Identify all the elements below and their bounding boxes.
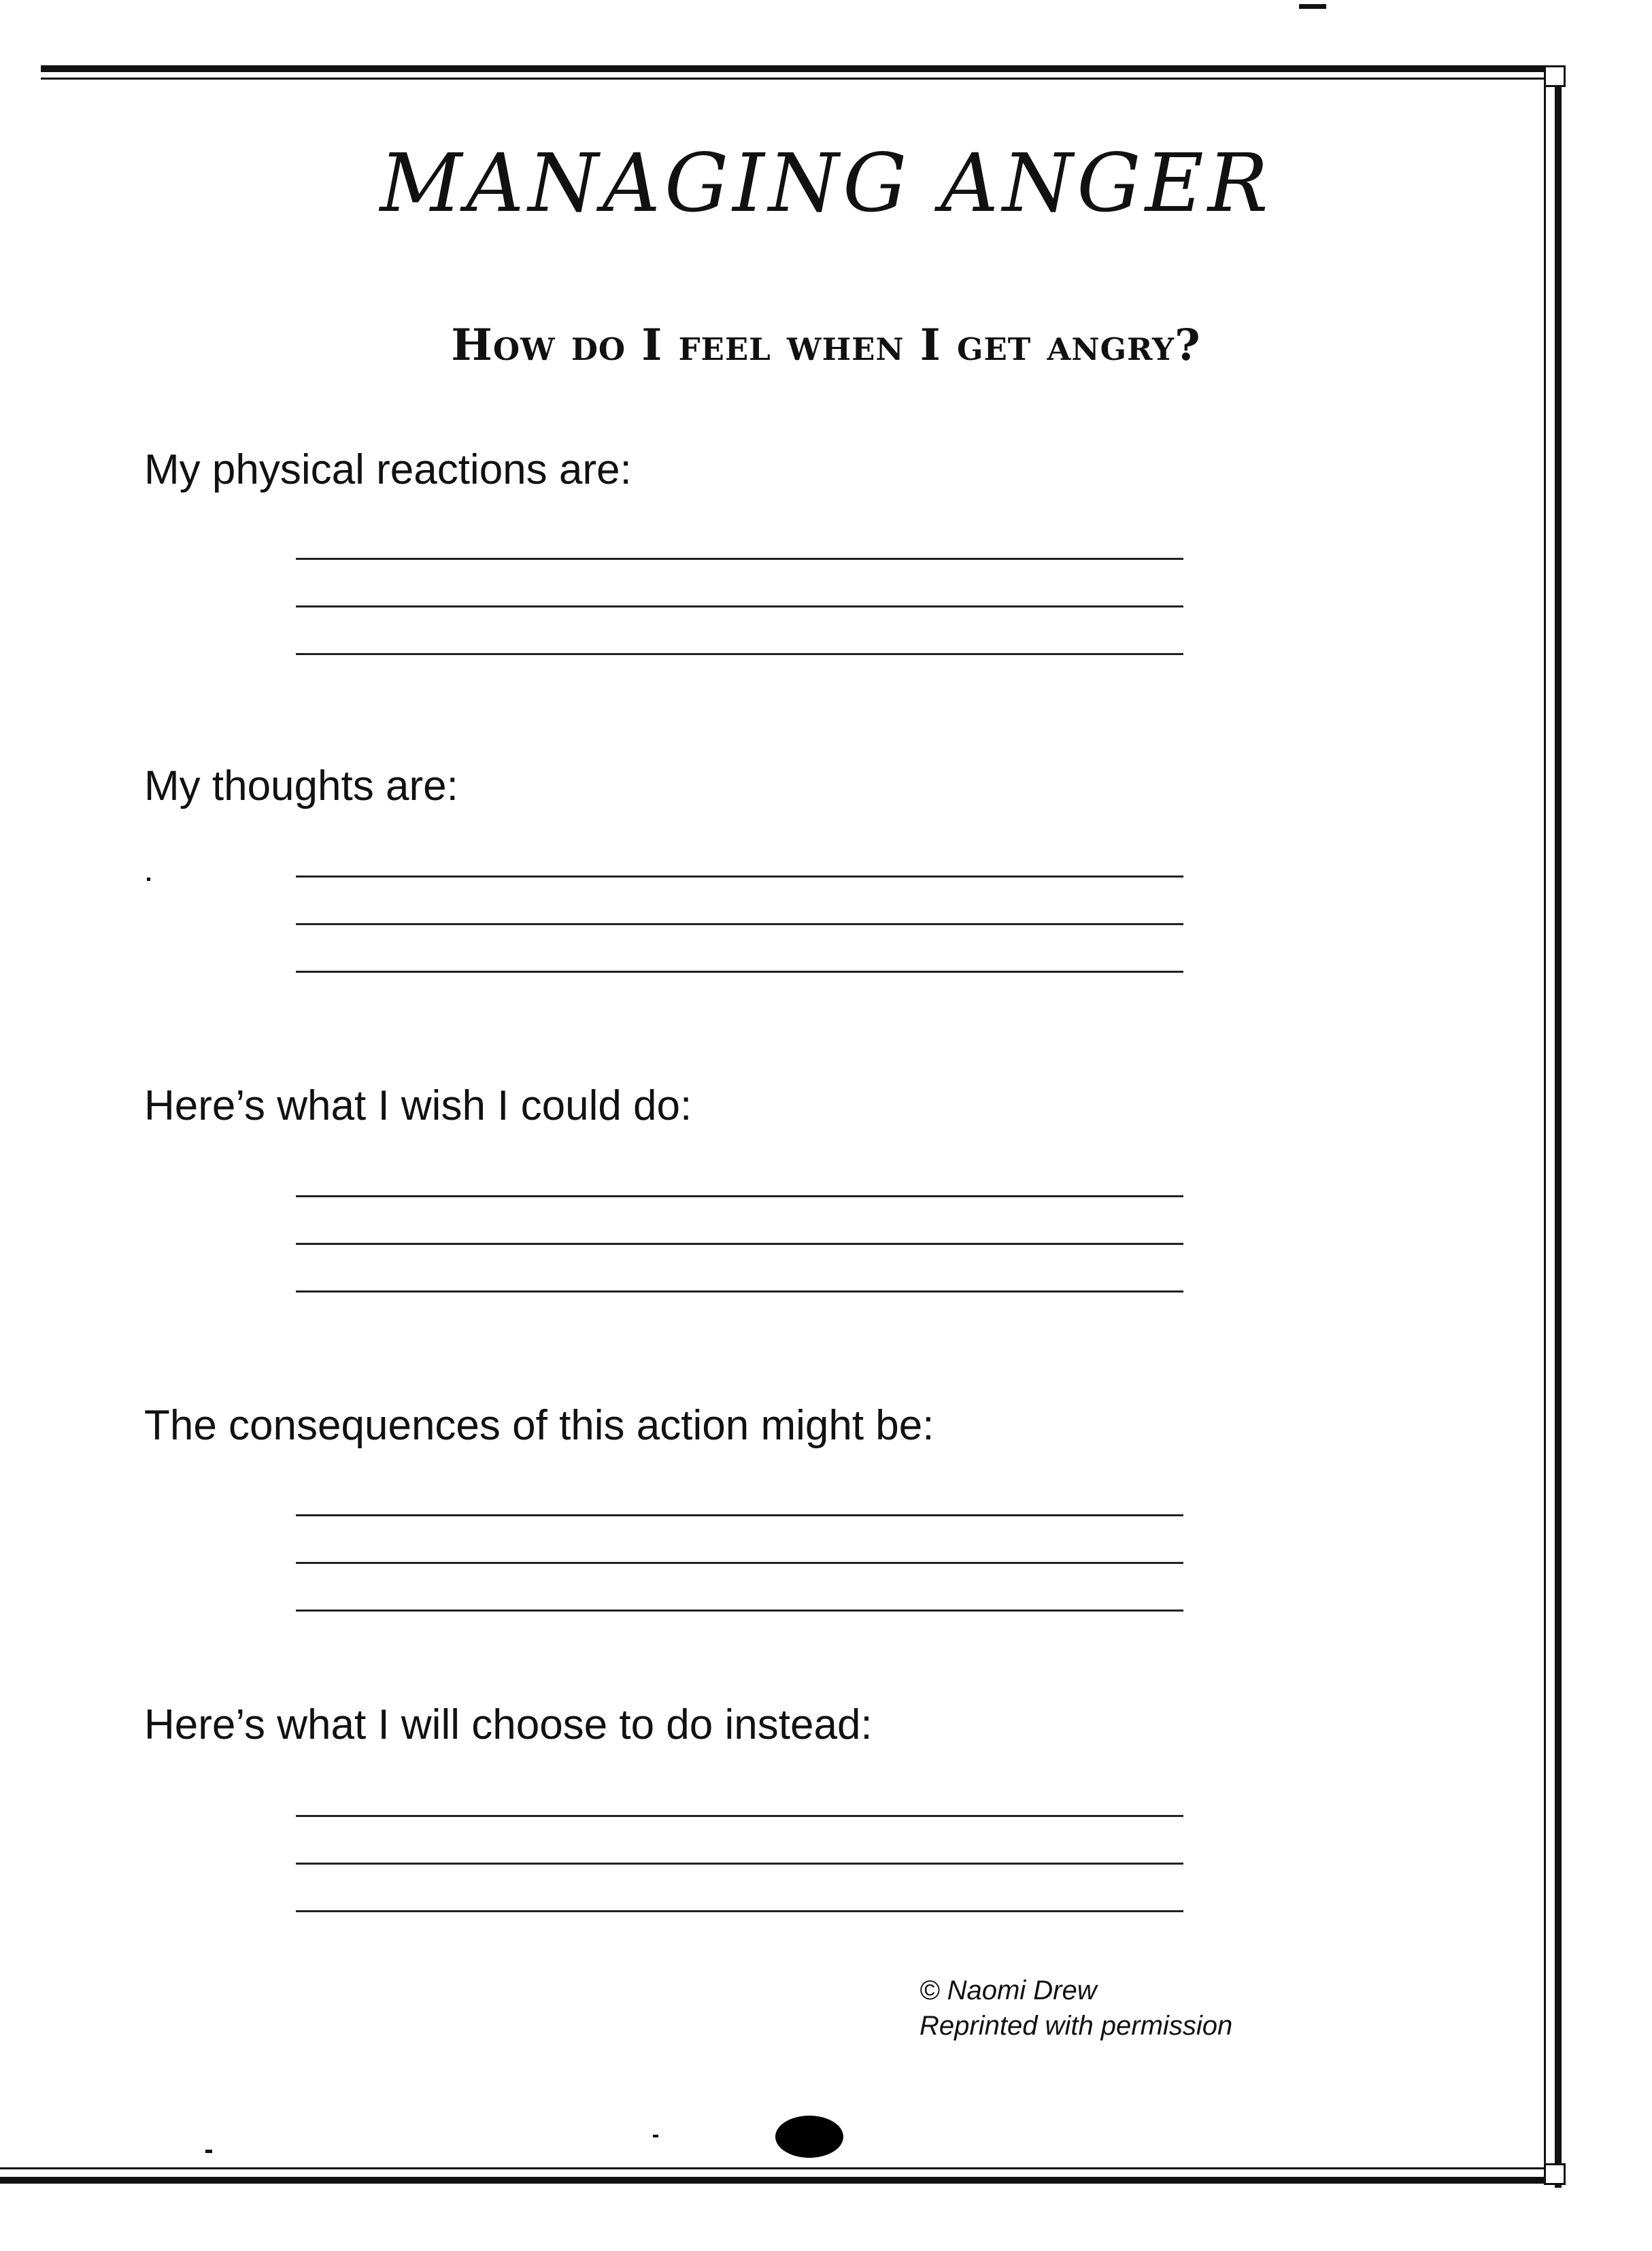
answer-line[interactable] [296, 558, 1183, 560]
answer-line[interactable] [296, 1815, 1183, 1817]
answer-line[interactable] [296, 1610, 1183, 1612]
answer-line[interactable] [296, 653, 1183, 655]
prompt-wish-could-do: Here’s what I wish I could do: [144, 1082, 692, 1129]
frame-border-top [41, 65, 1564, 72]
frame-border-top-inner [41, 78, 1564, 80]
answer-line[interactable] [296, 876, 1183, 878]
ink-speck [653, 2135, 658, 2137]
ink-blot [775, 2116, 843, 2158]
answer-line[interactable] [296, 1195, 1183, 1197]
answer-line[interactable] [296, 1514, 1183, 1516]
frame-border-right [1555, 65, 1562, 2188]
page-subtitle: How do I feel when I get angry? [451, 320, 1201, 371]
frame-corner-top-right [1544, 65, 1566, 87]
answer-line[interactable] [296, 971, 1183, 973]
answer-line[interactable] [296, 605, 1183, 607]
answer-line[interactable] [296, 923, 1183, 925]
page-title: MANAGING ANGER [380, 136, 1272, 230]
frame-corner-bottom-right [1544, 2163, 1566, 2185]
frame-border-right-inner [1544, 75, 1546, 2184]
frame-border-bottom-inner [0, 2167, 1557, 2169]
prompt-consequences: The consequences of this action might be: [144, 1402, 934, 1449]
ink-speck [1299, 4, 1326, 9]
prompt-choose-instead: Here’s what I will choose to do instead: [144, 1701, 873, 1748]
copyright-permission: Reprinted with permission [920, 2011, 1233, 2041]
prompt-physical-reactions: My physical reactions are: [144, 446, 632, 493]
ink-speck [147, 878, 150, 881]
frame-border-bottom [0, 2177, 1562, 2184]
answer-line[interactable] [296, 1562, 1183, 1564]
ink-speck [205, 2150, 212, 2153]
answer-line[interactable] [296, 1290, 1183, 1293]
answer-line[interactable] [296, 1243, 1183, 1245]
copyright-notice [920, 1973, 1232, 2044]
answer-line[interactable] [296, 1863, 1183, 1865]
copyright-author: © Naomi Drew [920, 1975, 1097, 2005]
answer-line[interactable] [296, 1910, 1183, 1912]
prompt-thoughts: My thoughts are: [144, 763, 458, 810]
